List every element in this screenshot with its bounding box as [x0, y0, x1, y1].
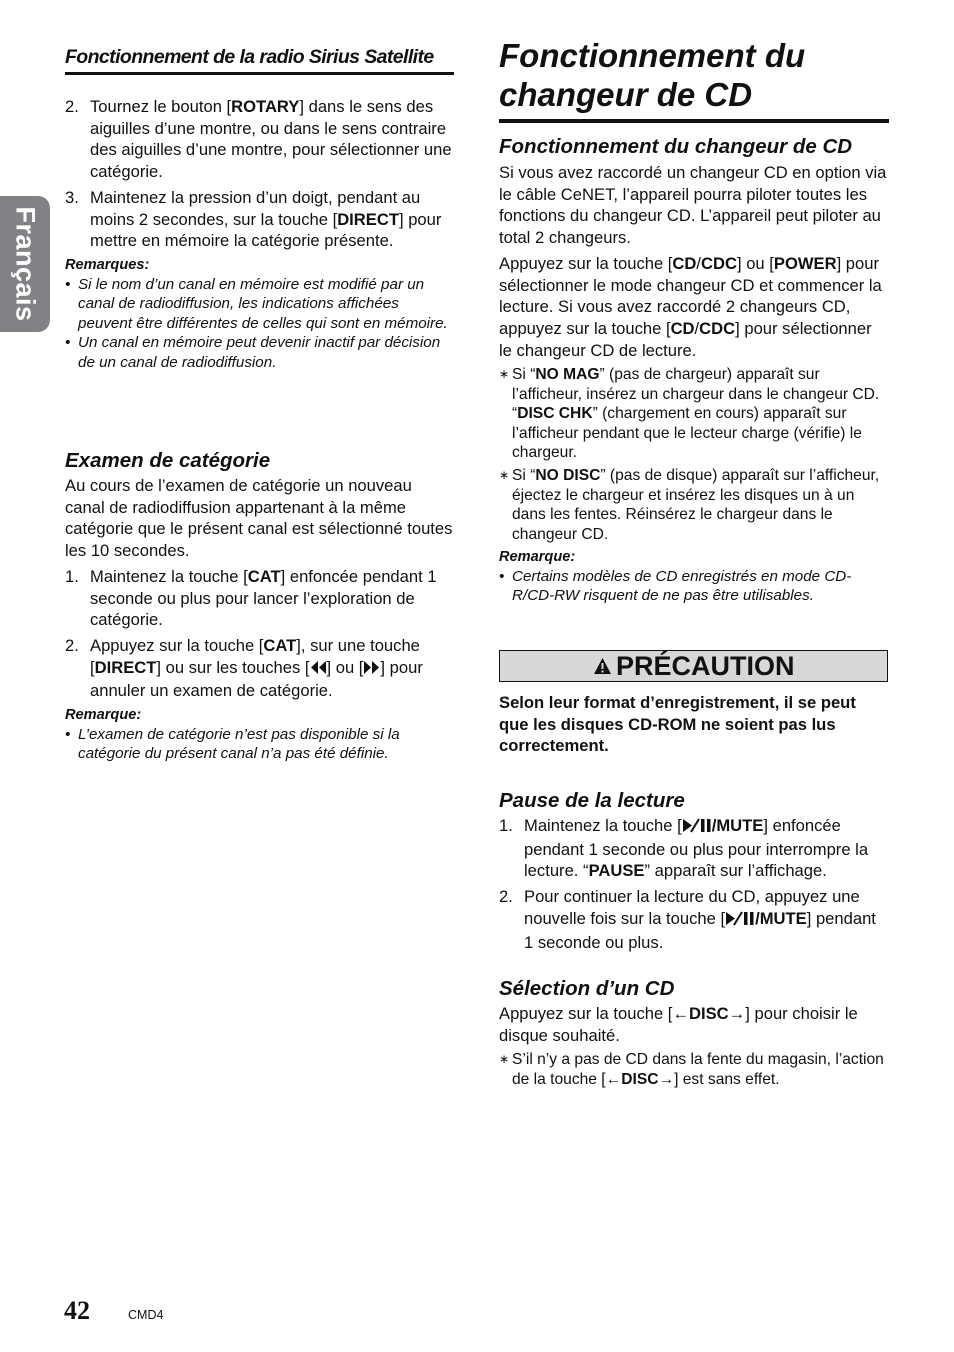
note-item: ∗ Si “NO MAG” (pas de chargeur) apparaît sur l’afficheur, insérez un chargeur dans le changeur CD. “DISC CHK” (chargement en cours) apparaît sur l’afficheur pendant que le lecteur charge (vérifie) le chargeur. — [499, 366, 880, 461]
caution-title: PRÉCAUTION — [616, 651, 795, 681]
fast-forward-icon — [363, 659, 380, 681]
remark-item: • Un canal en mémoire peut devenir inactif par décision de un canal de radiodiffusion. — [65, 334, 441, 371]
scan-steps-list — [65, 566, 454, 702]
remark-item: • Si le nom d’un canal en mémoire est modifié par un canal de radiodiffusion, les indications affichées peuvent être différentes de celles qui sont en mémoire. — [65, 275, 448, 332]
numbered-step: 2. Tournez le bouton [ROTARY] dans le sens des aiguilles d’une montre, ou dans le sens contraire des aiguilles d’une montre, pour sélectionner une catégorie. — [65, 97, 452, 182]
play-pause-icon — [725, 910, 755, 932]
select-heading: Sélection d’un CD — [499, 977, 675, 1000]
remark-item: • L’examen de catégorie n’est pas disponible si la catégorie du présent canal n’a pas été définie. — [65, 726, 400, 763]
numbered-step: 3. Maintenez la pression d’un doigt, pendant au moins 2 secondes, sur la touche [DIRECT] pour mettre en mémoire la catégorie présente. — [65, 187, 442, 251]
cd-changer-heading: Fonctionnement du changeur de CD — [499, 135, 853, 158]
scan-step-2: 2. Appuyez sur la touche [CAT], sur une touche [DIRECT] ou sur les touches [ ] ou [ ] pour annuler un examen de catégorie. — [65, 635, 423, 701]
scan-intro: Au cours de l’examen de catégorie un nouveau canal de radiodiffusion appartenant à la même catégorie que le présent canal est sélectionné toutes les 10 secondes. — [65, 476, 453, 561]
select-text: Appuyez sur la touche [←DISC→] pour choisir le disque souhaité. — [499, 1004, 858, 1045]
pause-step-1: 1. Maintenez la touche [ /MUTE] enfoncée pendant 1 seconde ou plus pour interrompre la lecture. “PAUSE” apparaît sur l’affichage. — [499, 816, 869, 881]
remark-item: • Certains modèles de CD enregistrés en mode CD-R/CD-RW risquent de ne pas être utilisables. — [499, 567, 852, 605]
remarks-heading: Remarques: — [65, 256, 150, 273]
cd-changer-intro: Si vous avez raccordé un changeur CD en option via le câble CeNET, l’appareil pourra piloter toutes les fonctions du changeur CD. L’appareil peut piloter au total 2 changeurs. — [499, 163, 887, 248]
select-note-list — [499, 1050, 889, 1089]
cd-remark-heading: Remarque: — [499, 548, 576, 565]
steps-top-block — [65, 96, 454, 372]
cd-changer-para2: Appuyez sur la touche [CD/CDC] ou [POWER] pour sélectionner le mode changeur CD et commencer la lecture. Si vous avez raccordé 2 changeurs CD, appuyez sur la touche [CD/CDC] pour sélectionner le changeur CD de lecture. — [499, 253, 882, 360]
pause-step-2: 2. Pour continuer la lecture du CD, appuyez une nouvelle fois sur la touche [ /MUTE] pendant 1 seconde ou plus. — [499, 887, 876, 952]
note-item: ∗ Si “NO DISC” (pas de disque) apparaît sur l’afficheur, éjectez le chargeur et insérez les disques un à un dans les fentes. Réinsérez le chargeur dans le changeur CD. — [499, 467, 880, 543]
page-number: 42 — [64, 1296, 90, 1325]
caution-banner — [499, 650, 888, 682]
scan-block — [65, 449, 454, 764]
play-pause-icon — [682, 817, 712, 839]
scan-remark-heading: Remarque: — [65, 707, 142, 724]
page-title: Fonctionnement du changeur de CD — [499, 36, 889, 123]
language-tab — [0, 196, 50, 332]
warning-icon — [593, 657, 612, 675]
scan-step-1: 1. Maintenez la touche [CAT] enfoncée pendant 1 seconde ou plus pour lancer l’exploration de catégorie. — [65, 566, 437, 630]
select-block — [499, 977, 889, 1093]
section-header-sirius: Fonctionnement de la radio Sirius Satellite — [65, 46, 454, 75]
remarks-list — [65, 275, 454, 372]
pause-heading: Pause de la lecture — [499, 789, 685, 812]
cd-changer-block — [499, 135, 889, 606]
rewind-icon — [310, 659, 327, 681]
pause-block — [499, 789, 889, 957]
cd-remarks-list — [499, 567, 889, 606]
select-note: ∗ S’il n’y a pas de CD dans la fente du magasin, l’action de la touche [←DISC→] est sans effet. — [499, 1051, 884, 1088]
cd-notes-list — [499, 365, 889, 544]
scan-remarks-list — [65, 725, 454, 764]
caution-text: Selon leur format d’enregistrement, il se peut que les disques CD-ROM ne soient pas lus correctement. — [499, 693, 856, 756]
pause-steps-list — [499, 815, 889, 953]
model-code: CMD4 — [128, 1308, 164, 1322]
language-tab-label: Français — [10, 206, 41, 322]
steps-top-list — [65, 96, 454, 252]
scan-heading: Examen de catégorie — [65, 449, 271, 472]
